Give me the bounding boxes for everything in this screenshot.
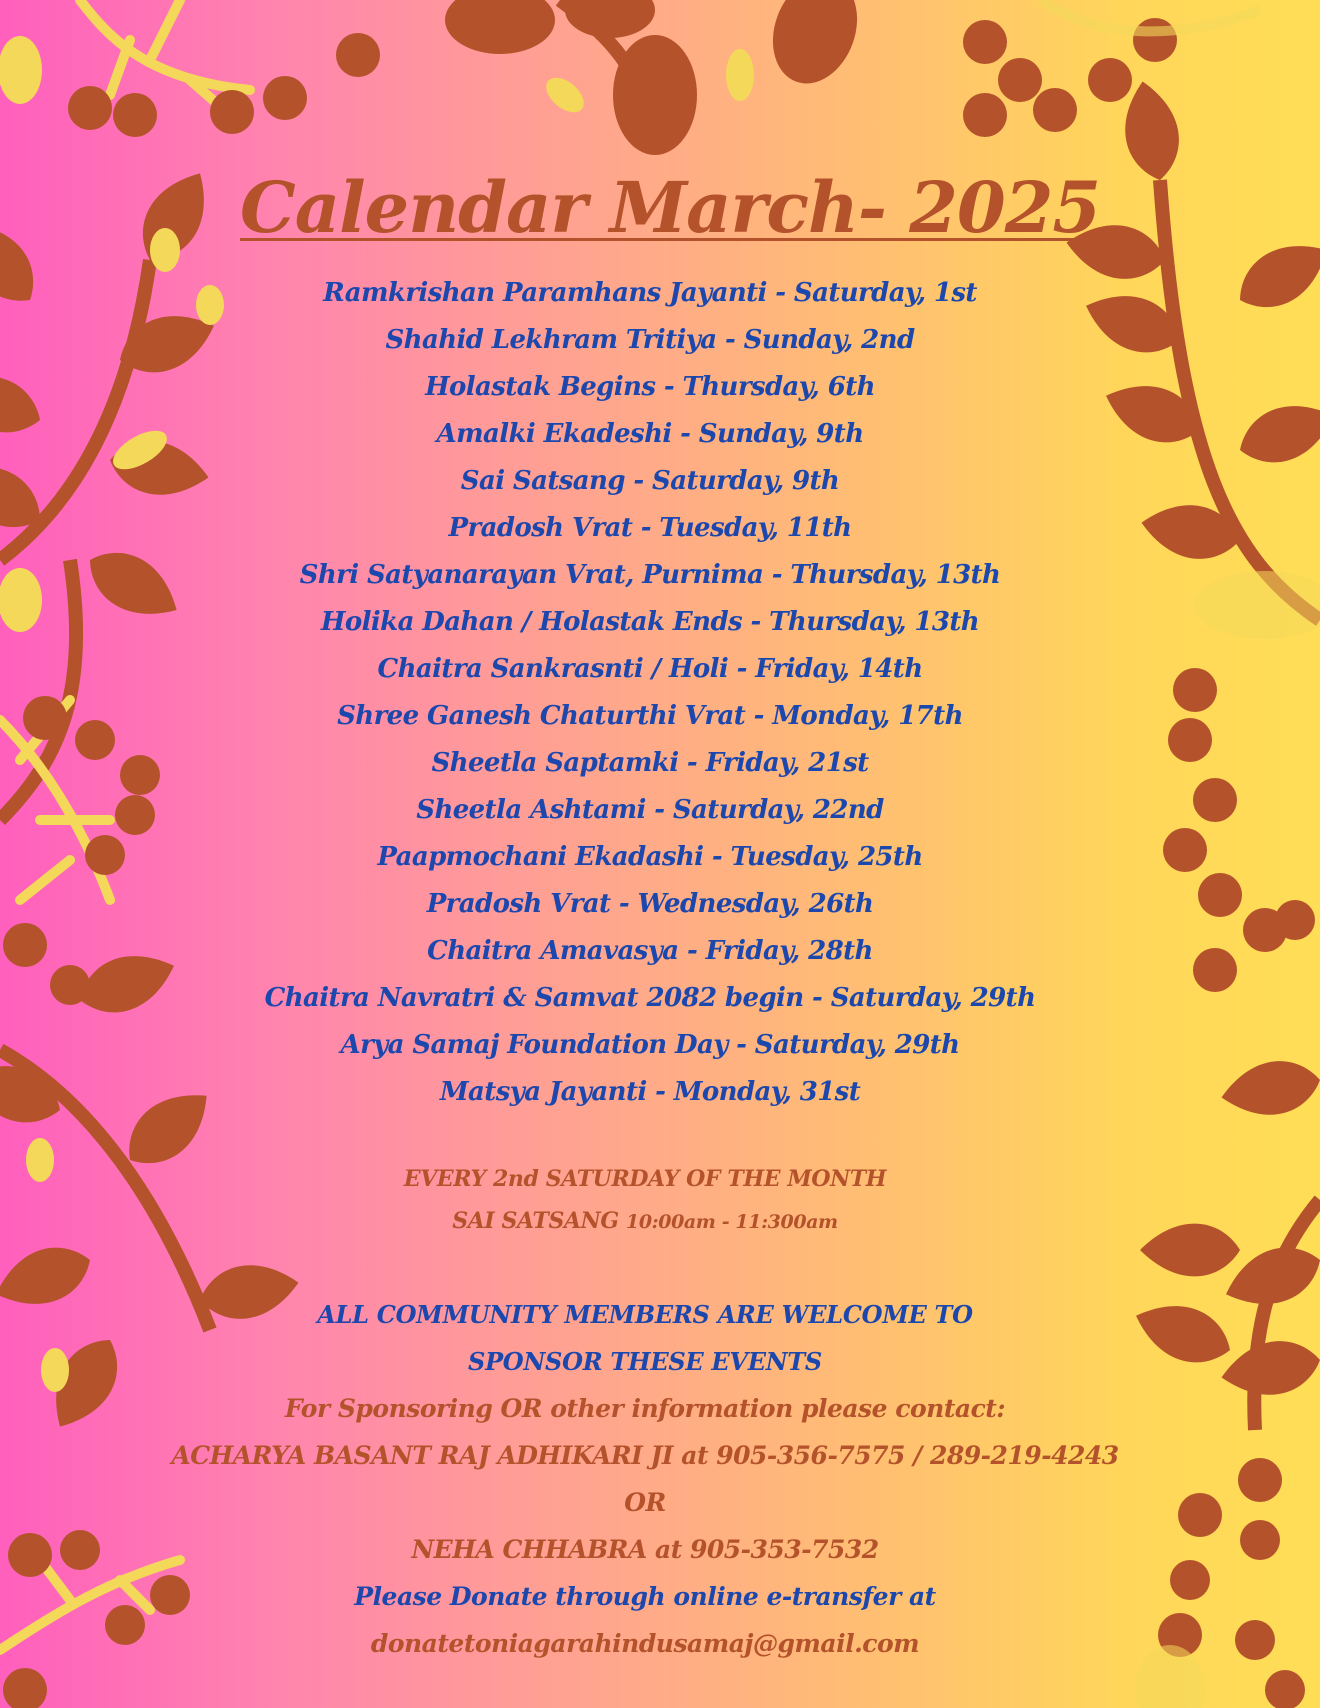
event-item: Amalki Ekadeshi - Sunday, 9th — [436, 419, 864, 449]
recurring-schedule: EVERY 2nd SATURDAY OF THE MONTH — [403, 1166, 887, 1192]
event-item: Pradosh Vrat - Wednesday, 26th — [426, 889, 874, 919]
event-item: Sai Satsang - Saturday, 9th — [460, 466, 840, 496]
donate-email[interactable]: donatetoniagarahindusamaj@gmail.com — [370, 1629, 920, 1658]
event-item: Holastak Begins - Thursday, 6th — [425, 372, 875, 402]
event-item: Ramkrishan Paramhans Jayanti - Saturday, 1st — [323, 278, 977, 308]
contact-acharya: ACHARYA BASANT RAJ ADHIKARI JI at 905-356-7575 / 289-219-4243 — [171, 1441, 1119, 1470]
event-item: Sheetla Saptamki - Friday, 21st — [431, 748, 869, 778]
event-item: Shahid Lekhram Tritiya - Sunday, 2nd — [385, 325, 915, 355]
welcome-line-1: ALL COMMUNITY MEMBERS ARE WELCOME TO — [317, 1300, 973, 1329]
event-item: Chaitra Sankrasnti / Holi - Friday, 14th — [377, 654, 923, 684]
event-item: Chaitra Amavasya - Friday, 28th — [427, 936, 873, 966]
calendar-title: Calendar March- 2025 — [240, 166, 1101, 249]
donate-instructions: Please Donate through online e-transfer at — [354, 1582, 936, 1611]
event-item: Matsya Jayanti - Monday, 31st — [439, 1077, 861, 1107]
event-item: Pradosh Vrat - Tuesday, 11th — [448, 513, 852, 543]
sai-satsang-time — [120, 1208, 1170, 1234]
event-list — [230, 270, 1070, 1116]
sai-satsang-hours: 10:00am - 11:300am — [626, 1211, 838, 1233]
event-item: Arya Samaj Foundation Day - Saturday, 29th — [340, 1030, 960, 1060]
event-item: Chaitra Navratri & Samvat 2082 begin - Saturday, 29th — [264, 983, 1036, 1013]
event-item: Shri Satyanarayan Vrat, Purnima - Thursday, 13th — [299, 560, 1001, 590]
contact-intro: For Sponsoring OR other information please contact: — [284, 1394, 1006, 1423]
event-item: Shree Ganesh Chaturthi Vrat - Monday, 17th — [337, 701, 963, 731]
event-item: Holika Dahan / Holastak Ends - Thursday, 13th — [320, 607, 980, 637]
event-item: Sheetla Ashtami - Saturday, 22nd — [416, 795, 884, 825]
sai-satsang-label: SAI SATSANG — [452, 1208, 619, 1234]
welcome-line-2: SPONSOR THESE EVENTS — [468, 1347, 822, 1376]
event-item: Paapmochani Ekadashi - Tuesday, 25th — [377, 842, 923, 872]
contact-or: OR — [624, 1488, 666, 1517]
contact-neha: NEHA CHHABRA at 905-353-7532 — [411, 1535, 879, 1564]
